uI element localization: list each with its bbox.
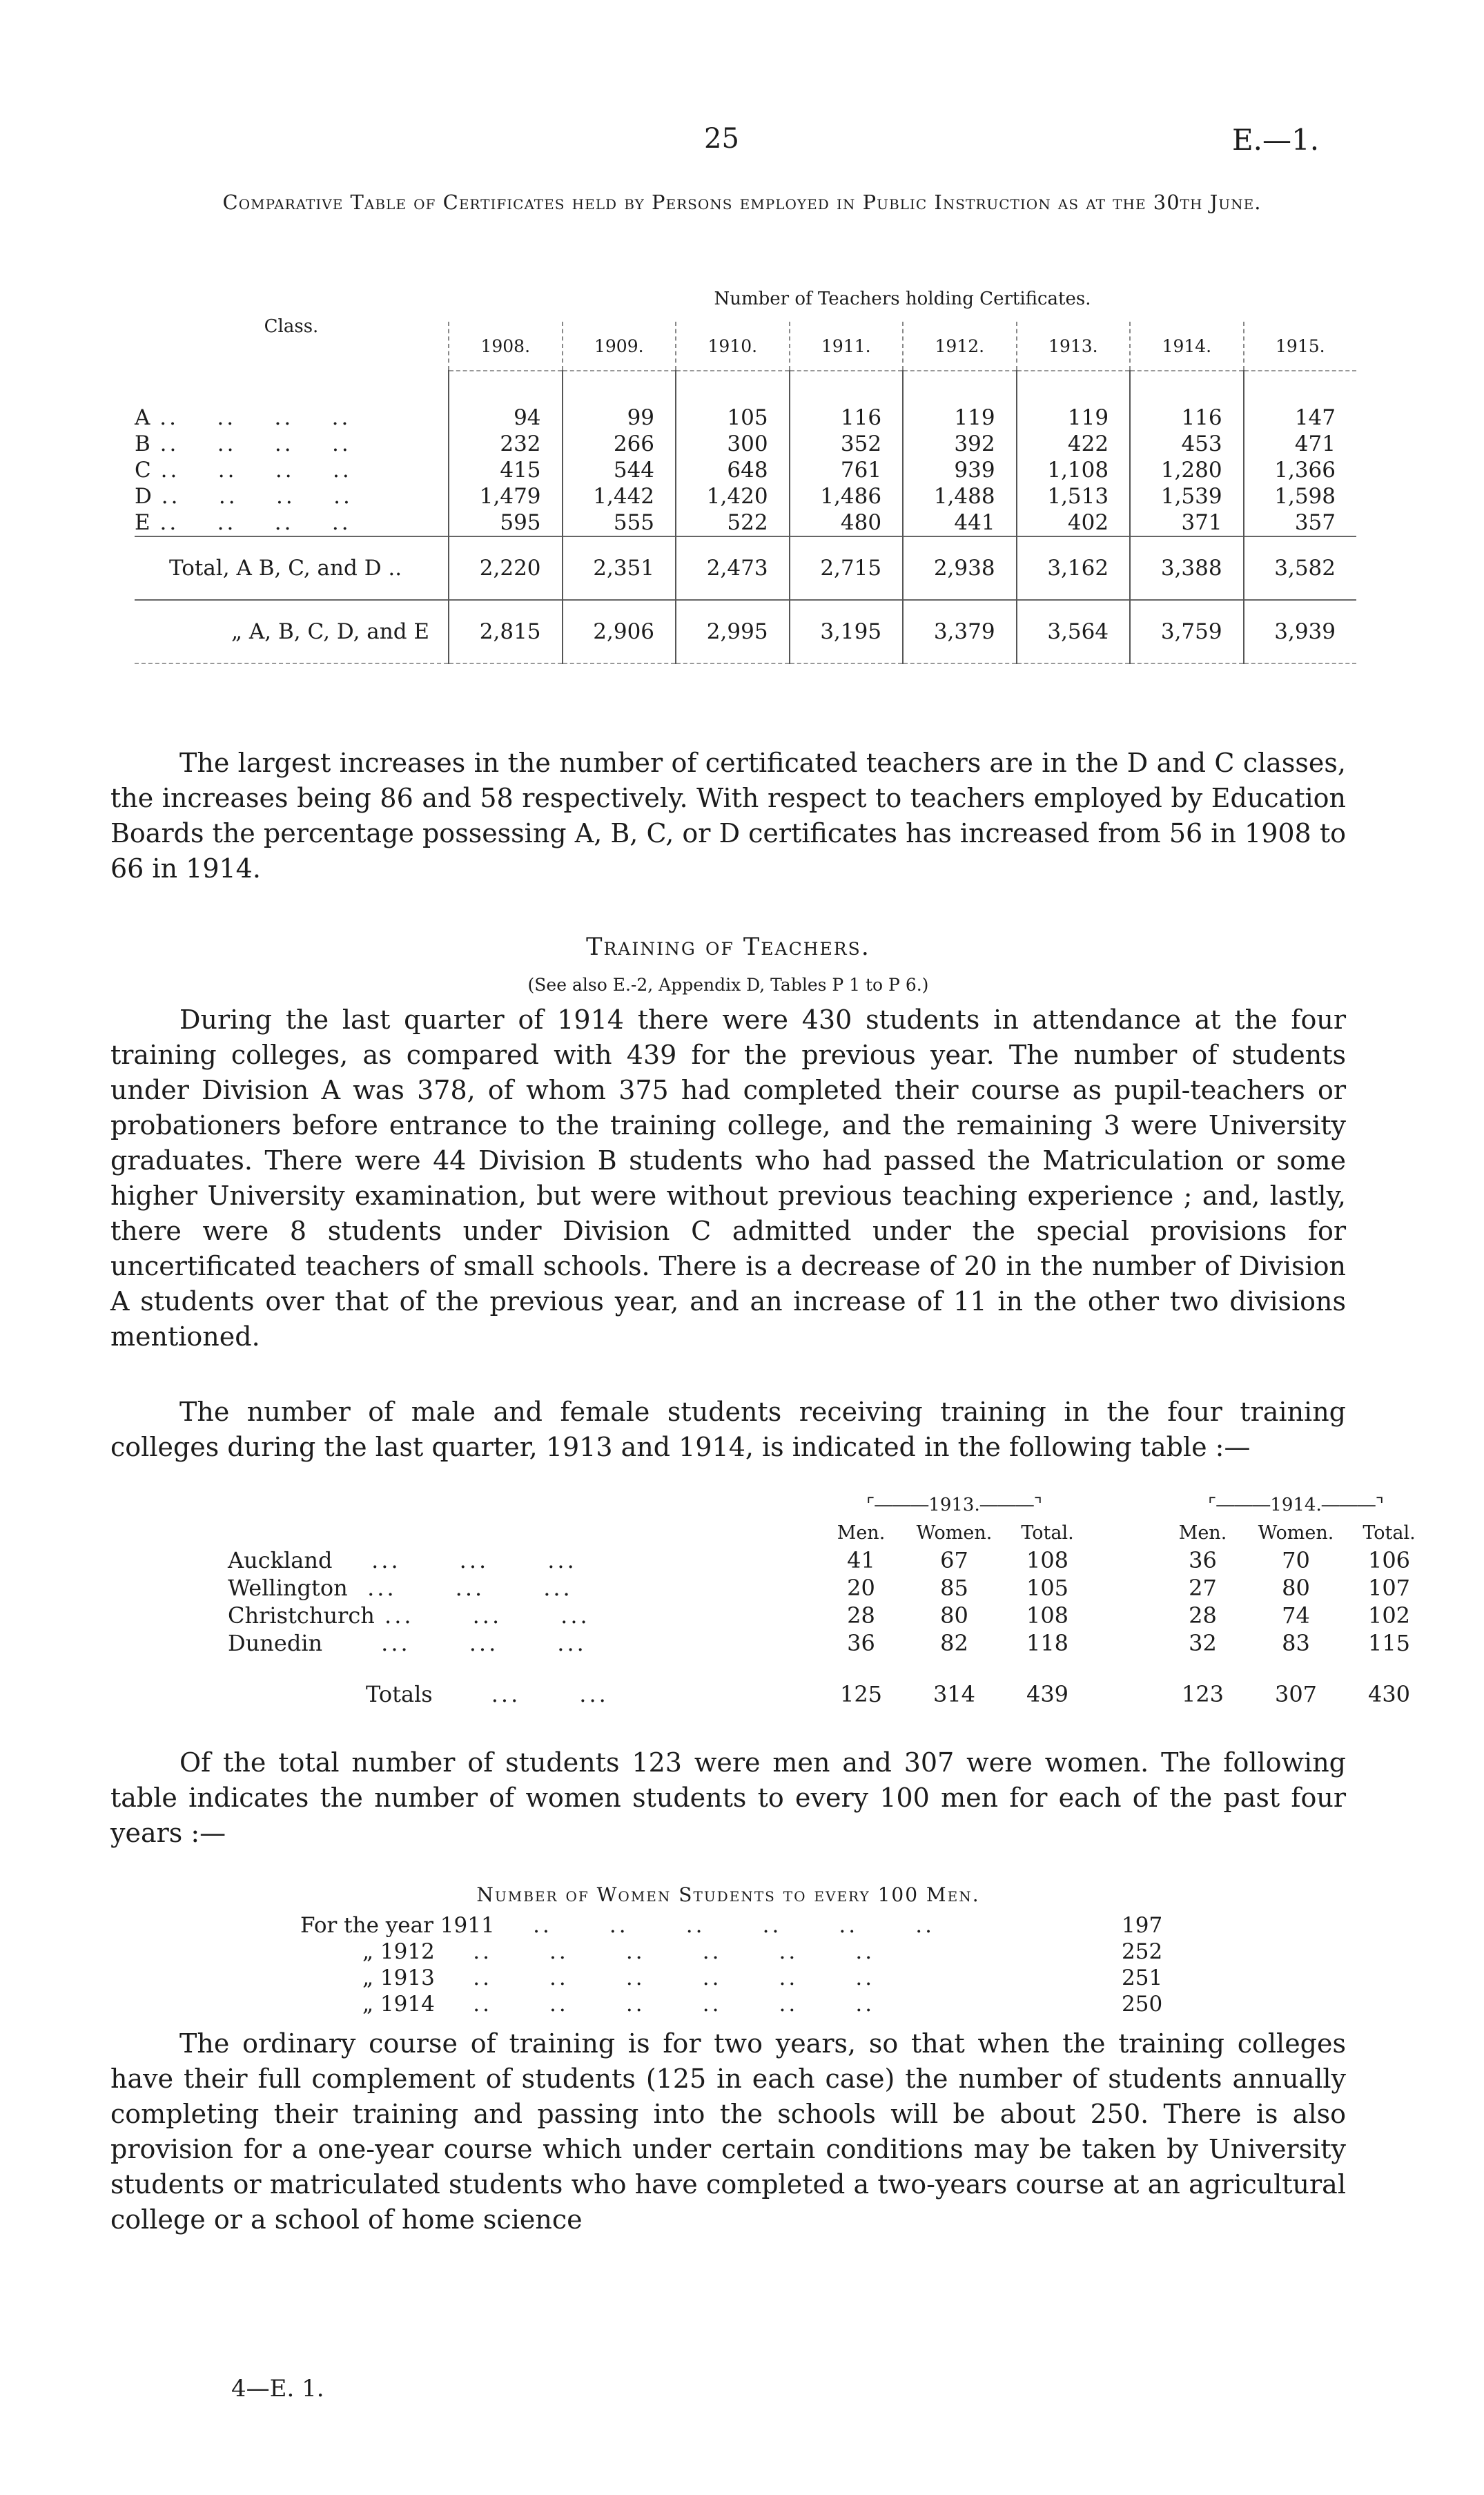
- table-cell: 108: [1026, 1547, 1069, 1573]
- table-cell: 1,442: [563, 483, 676, 509]
- year-1913-heading: 1913.: [928, 1495, 980, 1515]
- table-cell: 2,906: [563, 600, 676, 663]
- table-cell: 99: [563, 371, 676, 431]
- college-name: Christchurch: [228, 1602, 375, 1629]
- table-cell: 314: [933, 1681, 976, 1707]
- table-cell: 80: [940, 1602, 968, 1629]
- section-heading: Training of Teachers.: [586, 933, 870, 961]
- table-cell: 105: [676, 371, 790, 431]
- table-row: „ 1914 .. .. .. .. .. .. 250: [300, 1991, 1204, 2017]
- class-label: D: [135, 484, 152, 509]
- ratio-value: 251: [1122, 1965, 1163, 1990]
- table-cell: 300: [676, 431, 790, 457]
- document-reference: E.—1.: [1232, 123, 1320, 157]
- class-column-heading: Class.: [264, 315, 319, 337]
- table-cell: 116: [1130, 371, 1244, 431]
- table-cell: 2,938: [903, 536, 1017, 600]
- table-cell: 439: [1026, 1681, 1069, 1707]
- table-cell: 1,420: [676, 483, 790, 509]
- table-cell: 106: [1367, 1547, 1411, 1573]
- table-cell: 544: [563, 457, 676, 483]
- column-heading: Total.: [1021, 1522, 1074, 1544]
- table-cell: 648: [676, 457, 790, 483]
- table-cell: 3,162: [1017, 536, 1131, 600]
- table-cell: 1,280: [1130, 457, 1244, 483]
- table-cell: 116: [790, 371, 904, 431]
- table-row: Wellington ... ... ... 20 85 105 27 80 107: [221, 1574, 1436, 1602]
- table-cell: 105: [1026, 1575, 1069, 1601]
- table-cell: 3,195: [790, 600, 904, 663]
- class-label: A: [135, 405, 150, 430]
- table-cell: 32: [1189, 1630, 1217, 1656]
- table-cell: 430: [1367, 1681, 1411, 1707]
- ratio-year-label: „ 1913: [362, 1965, 435, 1990]
- class-label: B: [135, 431, 150, 456]
- class-label: E: [135, 510, 150, 535]
- paragraph-training-attendance: During the last quarter of 1914 there were 430 students in attendance at the four training colleges, as compared with 439 for the previous year. The number of students under Division A was 378, of whom 375 had completed their course as pupil-teachers or probationers before entrance to the training college, and the remaining 3 were University graduates. There were 44 Division B students who had passed the Matriculation or some higher University examination, but were without previous teaching experience ; and, lastly, there were 8 students under Division C admitted under the special provisions for uncertificated teachers of small schools. There is a decrease of 20 in the number of Division A students over that of the previous year, and an increase of 11 in the other two divisions mentioned.: [110, 1004, 1346, 1352]
- table-cell: 2,715: [790, 536, 904, 600]
- table-row: „ 1913 .. .. .. .. .. .. 251: [300, 1965, 1204, 1991]
- table-cell: 392: [903, 431, 1017, 457]
- totals-label: Totals: [366, 1681, 433, 1707]
- table-cell: 125: [839, 1681, 883, 1707]
- table-cell: 67: [940, 1547, 968, 1573]
- table-cell: 2,995: [676, 600, 790, 663]
- table-cell: 1,366: [1244, 457, 1356, 483]
- year-heading: 1913.: [1017, 322, 1131, 371]
- paragraph-training-table-intro: The number of male and female students receiving training in the four training colleges during the last quarter, 1913 and 1914, is indicated in the following table :—: [110, 1397, 1346, 1462]
- year-1914-heading: 1914.: [1270, 1495, 1322, 1515]
- table-cell: 371: [1130, 509, 1244, 536]
- table-total-row: Total, A B, C, and D .. 2,220 2,351 2,473 2,715 2,938 3,162 3,388 3,582: [135, 536, 1356, 600]
- teachers-group-heading: Number of Teachers holding Certificates.: [714, 289, 1091, 309]
- table-row: „ 1912 .. .. .. .. .. .. 252: [300, 1939, 1204, 1965]
- table-cell: 307: [1274, 1681, 1318, 1707]
- table-cell: 119: [1017, 371, 1131, 431]
- table-cell: 352: [790, 431, 904, 457]
- column-heading: Men.: [837, 1522, 886, 1544]
- table-cell: 3,564: [1017, 600, 1131, 663]
- ratio-value: 250: [1122, 1992, 1163, 2017]
- table-cell: 80: [1282, 1575, 1310, 1601]
- table-cell: 107: [1367, 1575, 1411, 1601]
- table-cell: 1,479: [449, 483, 563, 509]
- table-row: C .. .. .. .. 415 544 648 761 939 1,108 1,280 1,366: [135, 457, 1356, 483]
- page-number: 25: [704, 123, 739, 155]
- table-row: Christchurch ... ... ... 28 80 108 28 74 102: [221, 1602, 1436, 1629]
- table-cell: 1,513: [1017, 483, 1131, 509]
- table-cell: 83: [1282, 1630, 1310, 1656]
- column-heading: Men.: [1178, 1522, 1227, 1544]
- class-label: C: [135, 458, 151, 483]
- table-cell: 2,473: [676, 536, 790, 600]
- table-cell: 402: [1017, 509, 1131, 536]
- column-heading: Total.: [1363, 1522, 1416, 1544]
- table-cell: 453: [1130, 431, 1244, 457]
- table-cell: 115: [1367, 1630, 1411, 1656]
- total-abcde-label: „ A, B, C, D, and E: [135, 600, 449, 663]
- table-cell: 422: [1017, 431, 1131, 457]
- total-abcd-label: Total, A B, C, and D: [169, 556, 382, 581]
- table-cell: 3,759: [1130, 600, 1244, 663]
- table-row: E .. .. .. .. 595 555 522 480 441 402 371 357: [135, 509, 1356, 536]
- table-cell: 2,220: [449, 536, 563, 600]
- table-row: For the year 1911 .. .. .. .. .. .. 197: [300, 1912, 1204, 1939]
- table-cell: 1,539: [1130, 483, 1244, 509]
- table-cell: 41: [847, 1547, 875, 1573]
- women-per-100-men-table: [300, 1912, 1204, 2017]
- table-cell: 108: [1026, 1602, 1069, 1629]
- paragraph-men-women: Of the total number of students 123 were men and 307 were women. The following table indicates the number of women students to every 100 men for each of the past four years :—: [110, 1747, 1346, 1848]
- column-heading: Women.: [1258, 1522, 1334, 1544]
- table-cell: 27: [1189, 1575, 1217, 1601]
- table-cell: 595: [449, 509, 563, 536]
- table-cell: 28: [847, 1602, 875, 1629]
- table-cell: 3,939: [1244, 600, 1356, 663]
- table-cell: 28: [1189, 1602, 1217, 1629]
- paragraph-certificate-increase: The largest increases in the number of certificated teachers are in the D and C classes, the increases being 86 and 58 respectively. With respect to teachers employed by Education Boards the percentage possessing A, B, C, or D certificates has increased from 56 in 1908 to 66 in 1914.: [110, 748, 1346, 884]
- table-cell: 266: [563, 431, 676, 457]
- table-cell: 3,582: [1244, 536, 1356, 600]
- section-subheading: (See also E.-2, Appendix D, Tables P 1 to P 6.): [527, 975, 929, 995]
- table-row: A .. .. .. .. 94 99 105 116 119 119 116 147: [135, 371, 1356, 431]
- table-row: B .. .. .. .. 232 266 300 352 392 422 453 471: [135, 431, 1356, 457]
- table-cell: 939: [903, 457, 1017, 483]
- footer-signature: 4—E. 1.: [231, 2375, 324, 2402]
- table-cell: 3,379: [903, 600, 1017, 663]
- table-cell: 119: [903, 371, 1017, 431]
- table-cell: 74: [1282, 1602, 1310, 1629]
- table-cell: 2,351: [563, 536, 676, 600]
- ratio-year-label: For the year 1911: [300, 1913, 495, 1938]
- year-heading: 1912.: [903, 322, 1017, 371]
- table-cell: 36: [847, 1630, 875, 1656]
- table-cell: 232: [449, 431, 563, 457]
- table-cell: 471: [1244, 431, 1356, 457]
- table-row: D .. .. .. .. 1,479 1,442 1,420 1,486 1,488 1,513 1,539 1,598: [135, 483, 1356, 509]
- ratio-value: 252: [1122, 1939, 1163, 1964]
- table-cell: 118: [1026, 1630, 1069, 1656]
- certificates-table: [135, 282, 1356, 664]
- ratio-value: 197: [1122, 1913, 1163, 1938]
- table-cell: 357: [1244, 509, 1356, 536]
- year-heading: 1914.: [1130, 322, 1244, 371]
- table-cell: 3,388: [1130, 536, 1244, 600]
- ratio-year-label: „ 1914: [362, 1992, 435, 2017]
- year-heading: 1908.: [449, 322, 563, 371]
- table-cell: 82: [940, 1630, 968, 1656]
- table-cell: 1,488: [903, 483, 1017, 509]
- table-cell: 147: [1244, 371, 1356, 431]
- table-row: Dunedin ... ... ... 36 82 118 32 83 115: [221, 1629, 1436, 1657]
- column-heading: Women.: [916, 1522, 993, 1544]
- table-cell: 555: [563, 509, 676, 536]
- year-heading: 1910.: [676, 322, 790, 371]
- table-cell: 761: [790, 457, 904, 483]
- training-colleges-table: ⌜―――1913.―――⌝ ⌜―――1914.―――⌝ Men. Women. Total. Men. Women. Total. Auckland ... ... ... 41 67 108 36 70 106 Wellington ... ... ... 20 85 105 27 80 107 Christchurch ... ... ... 28 80 108 28 74 102 Dunedin ... ... ... 36 82 118 32 83 115 Totals ... ... 125 314 439 123 307 430: [221, 1491, 1436, 1708]
- year-heading: 1915.: [1244, 322, 1356, 371]
- table-cell: 70: [1282, 1547, 1310, 1573]
- ratio-year-label: „ 1912: [362, 1939, 435, 1964]
- table-cell: 2,815: [449, 600, 563, 663]
- table-cell: 20: [847, 1575, 875, 1601]
- table-total-row: [135, 600, 1356, 663]
- table-cell: 85: [940, 1575, 968, 1601]
- table-cell: 415: [449, 457, 563, 483]
- table-cell: 102: [1367, 1602, 1411, 1629]
- table-cell: 94: [449, 371, 563, 431]
- table-cell: 1,598: [1244, 483, 1356, 509]
- college-name: Auckland: [228, 1547, 333, 1573]
- table-cell: 441: [903, 509, 1017, 536]
- certificates-table-title: Comparative Table of Certificates held by Persons employed in Public Instruction as at the 30th June.: [222, 191, 1262, 214]
- table-cell: 123: [1181, 1681, 1224, 1707]
- table-total-row: Totals ... ... 125 314 439 123 307 430: [221, 1657, 1436, 1708]
- table-row: Auckland ... ... ... 41 67 108 36 70 106: [221, 1546, 1436, 1574]
- table-cell: 480: [790, 509, 904, 536]
- table-cell: 1,486: [790, 483, 904, 509]
- college-name: Wellington: [228, 1575, 348, 1601]
- table-cell: 36: [1189, 1547, 1217, 1573]
- table-cell: 522: [676, 509, 790, 536]
- ratio-table-title: Number of Women Students to every 100 Men.: [476, 1883, 980, 1906]
- year-heading: 1911.: [790, 322, 904, 371]
- table-cell: 1,108: [1017, 457, 1131, 483]
- college-name: Dunedin: [228, 1630, 323, 1656]
- paragraph-course-of-training: The ordinary course of training is for two years, so that when the training colleges have their full complement of students (125 in each case) the number of students annually completing their training and passing into the schools will be about 250. There is also provision for a one-year course which under certain conditions may be taken by University students or matriculated students who have completed a two-years course at an agricultural college or a school of home science: [110, 2028, 1346, 2235]
- year-heading: 1909.: [563, 322, 676, 371]
